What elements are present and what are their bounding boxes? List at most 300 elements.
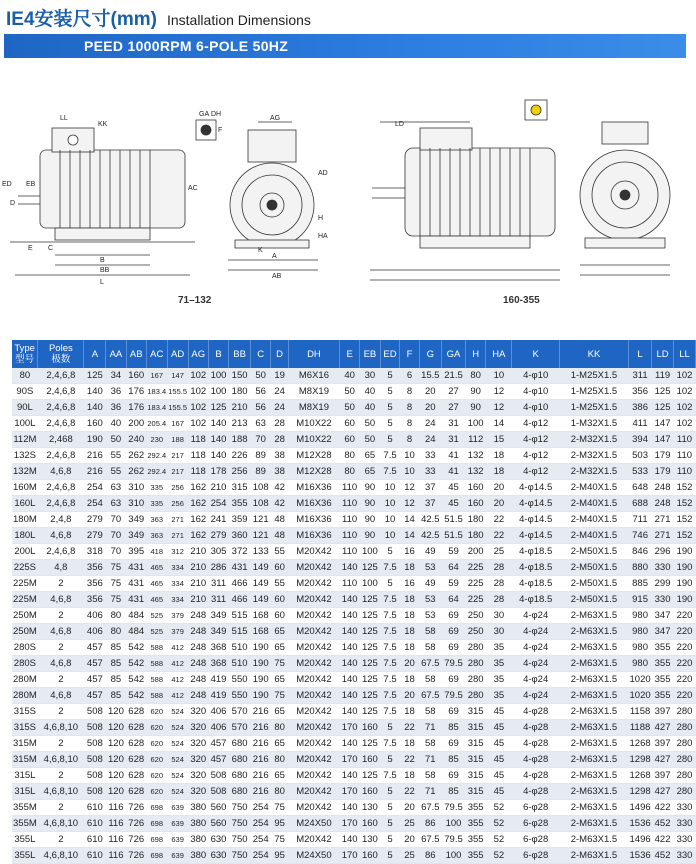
table-cell: 22 xyxy=(400,784,419,800)
table-cell: 330 xyxy=(673,816,695,832)
table-cell: 620 xyxy=(146,768,167,784)
table-cell: 125 xyxy=(652,384,674,400)
table-cell: 6-φ28 xyxy=(512,816,559,832)
table-cell: 8 xyxy=(400,384,419,400)
label-e: E xyxy=(28,245,33,252)
table-cell: 18 xyxy=(400,736,419,752)
table-cell: 38 xyxy=(271,464,289,480)
table-cell: 4-φ24 xyxy=(512,624,559,640)
table-cell: 4-φ14.5 xyxy=(512,512,559,528)
table-cell: 100 xyxy=(208,384,228,400)
table-cell: 315S xyxy=(12,720,38,736)
table-cell: 132 xyxy=(466,448,486,464)
table-cell: 2,4,6,8 xyxy=(38,496,84,512)
table-cell: 397 xyxy=(652,704,674,720)
table-cell: 550 xyxy=(229,672,251,688)
table-cell: 40 xyxy=(360,384,380,400)
table-cell: 2,4,6,8 xyxy=(38,448,84,464)
table-cell: 95 xyxy=(271,848,289,864)
table-cell: 20 xyxy=(486,496,512,512)
table-cell: M20X42 xyxy=(288,752,339,768)
table-cell: M20X42 xyxy=(288,736,339,752)
table-cell: 25 xyxy=(400,848,419,864)
table-cell: 140 xyxy=(84,400,106,416)
column-header: LD xyxy=(652,340,674,368)
table-cell: 279 xyxy=(208,528,228,544)
label-ld: LD xyxy=(395,121,404,128)
table-cell: 330 xyxy=(673,800,695,816)
table-cell: 36 xyxy=(106,384,126,400)
table-row xyxy=(12,624,696,640)
table-cell: 40 xyxy=(360,400,380,416)
label-f: F xyxy=(218,127,223,134)
table-cell: 50 xyxy=(339,384,359,400)
table-cell: 22 xyxy=(400,720,419,736)
table-cell: 7.5 xyxy=(380,688,400,704)
table-cell: 457 xyxy=(208,752,228,768)
motor-end-large xyxy=(580,122,670,275)
table-cell: 80 xyxy=(339,448,359,464)
table-cell: 95 xyxy=(271,816,289,832)
table-cell: 132M xyxy=(12,464,38,480)
table-cell: 210 xyxy=(188,592,208,608)
table-cell: 50 xyxy=(360,432,380,448)
table-cell: 38 xyxy=(271,448,289,464)
motor-side-small xyxy=(10,128,195,275)
table-cell: 125 xyxy=(208,400,228,416)
band-text: PEED 1000RPM 6-POLE 50HZ xyxy=(84,38,289,54)
table-cell: 2-M40X1.5 xyxy=(559,528,628,544)
table-cell: 4-φ28 xyxy=(512,784,559,800)
table-cell: 406 xyxy=(208,720,228,736)
table-cell: 5 xyxy=(380,848,400,864)
table-cell: 120 xyxy=(106,768,126,784)
table-cell: 205.4 xyxy=(146,416,167,432)
table-cell: 33 xyxy=(419,464,441,480)
table-cell: 65 xyxy=(360,448,380,464)
table-cell: 750 xyxy=(229,816,251,832)
table-cell: M20X42 xyxy=(288,832,339,848)
table-cell: M20X42 xyxy=(288,656,339,672)
table-cell: 52 xyxy=(486,816,512,832)
motor-side-large xyxy=(370,122,560,280)
label-bb: BB xyxy=(100,267,110,274)
table-cell: 7.5 xyxy=(380,704,400,720)
table-row xyxy=(12,848,696,864)
table-cell: 85 xyxy=(442,752,466,768)
table-cell: 168 xyxy=(251,608,271,624)
table-cell: 140 xyxy=(339,704,359,720)
table-cell: 100 xyxy=(208,368,228,384)
table-header-row xyxy=(12,340,696,368)
table-cell: 2-M63X1.5 xyxy=(559,672,628,688)
table-cell: 110 xyxy=(339,576,359,592)
table-cell: 10 xyxy=(380,512,400,528)
table-cell: 116 xyxy=(106,848,126,864)
table-cell: 35 xyxy=(486,688,512,704)
table-cell: 69 xyxy=(442,624,466,640)
table-cell: 6-φ28 xyxy=(512,848,559,864)
table-cell: 147 xyxy=(652,432,674,448)
table-cell: 140 xyxy=(339,624,359,640)
table-cell: 452 xyxy=(652,816,674,832)
table-cell: 885 xyxy=(629,576,652,592)
table-cell: 65 xyxy=(271,640,289,656)
table-cell: 160L xyxy=(12,496,38,512)
table-cell: 510 xyxy=(229,656,251,672)
table-cell: 102 xyxy=(188,384,208,400)
table-cell: 4-φ24 xyxy=(512,640,559,656)
table-cell: 7.5 xyxy=(380,656,400,672)
table-cell: 2-M63X1.5 xyxy=(559,640,628,656)
table-cell: 50 xyxy=(339,400,359,416)
table-cell: 1-M25X1.5 xyxy=(559,368,628,384)
table-cell: 42 xyxy=(271,480,289,496)
table-cell: 628 xyxy=(126,736,146,752)
table-cell: 53 xyxy=(419,608,441,624)
table-cell: 63 xyxy=(251,416,271,432)
label-ll: LL xyxy=(60,115,68,122)
table-cell: 508 xyxy=(84,720,106,736)
table-cell: 427 xyxy=(652,752,674,768)
label-ga: GA xyxy=(199,111,210,118)
table-cell: 254 xyxy=(208,496,228,512)
table-cell: 160 xyxy=(360,752,380,768)
table-cell: 620 xyxy=(146,736,167,752)
table-cell: 980 xyxy=(629,640,652,656)
table-cell: 397 xyxy=(652,736,674,752)
column-header: C xyxy=(251,340,271,368)
table-cell: 52 xyxy=(486,832,512,848)
table-row xyxy=(12,400,696,416)
table-cell: 216 xyxy=(84,448,106,464)
table-cell: 59 xyxy=(442,544,466,560)
shaft-key-detail-right xyxy=(525,100,547,120)
table-cell: 310 xyxy=(126,480,146,496)
table-cell: 7.5 xyxy=(380,672,400,688)
table-cell: 2-M63X1.5 xyxy=(559,752,628,768)
table-cell: 42.5 xyxy=(419,528,441,544)
table-cell: 418 xyxy=(146,544,167,560)
table-cell: 746 xyxy=(629,528,652,544)
table-cell: 70 xyxy=(106,528,126,544)
table-cell: 630 xyxy=(208,832,228,848)
table-cell: M24X50 xyxy=(288,848,339,864)
table-cell: 60 xyxy=(271,560,289,576)
table-row xyxy=(12,592,696,608)
table-cell: 75 xyxy=(271,656,289,672)
table-cell: 180M xyxy=(12,512,38,528)
table-cell: 2-M50X1.5 xyxy=(559,592,628,608)
table-cell: 355M xyxy=(12,816,38,832)
table-cell: 75 xyxy=(271,832,289,848)
table-cell: 1536 xyxy=(629,848,652,864)
label-h: H xyxy=(318,215,324,222)
table-cell: 4,6,8 xyxy=(38,656,84,672)
table-cell: 133 xyxy=(251,544,271,560)
table-cell: 167 xyxy=(167,416,188,432)
table-cell: 45 xyxy=(486,752,512,768)
label-eb: EB xyxy=(26,181,36,188)
table-cell: 18 xyxy=(400,624,419,640)
table-cell: 1298 xyxy=(629,784,652,800)
table-cell: 30 xyxy=(486,608,512,624)
table-cell: 310 xyxy=(126,496,146,512)
table-cell: 210 xyxy=(229,400,251,416)
table-row xyxy=(12,560,696,576)
table-cell: 349 xyxy=(208,624,228,640)
table-cell: 80 xyxy=(271,784,289,800)
table-cell: 4,6,8 xyxy=(38,592,84,608)
table-cell: 524 xyxy=(167,704,188,720)
table-cell: 240 xyxy=(126,432,146,448)
table-cell: 4-φ14.5 xyxy=(512,480,559,496)
table-cell: 4,6,8,10 xyxy=(38,784,84,800)
table-cell: 271 xyxy=(652,528,674,544)
table-cell: 16 xyxy=(400,544,419,560)
table-cell: 2-M63X1.5 xyxy=(559,624,628,640)
table-cell: M16X36 xyxy=(288,528,339,544)
table-cell: 542 xyxy=(126,672,146,688)
table-cell: M8X19 xyxy=(288,384,339,400)
table-cell: 320 xyxy=(188,736,208,752)
motor-end-small xyxy=(228,122,318,270)
table-cell: 100L xyxy=(12,416,38,432)
table-cell: 100 xyxy=(466,416,486,432)
table-cell: 550 xyxy=(229,688,251,704)
table-cell: 118 xyxy=(188,464,208,480)
table-cell: 220 xyxy=(673,608,695,624)
table-cell: 406 xyxy=(208,704,228,720)
table-cell: 4,6,8,10 xyxy=(38,752,84,768)
table-cell: 5 xyxy=(380,784,400,800)
table-cell: 320 xyxy=(188,768,208,784)
table-cell: 2,4,6,8 xyxy=(38,544,84,560)
table-cell: 248 xyxy=(188,640,208,656)
table-cell: 80 xyxy=(271,720,289,736)
table-cell: 45 xyxy=(442,496,466,512)
table-cell: 18 xyxy=(400,592,419,608)
table-cell: 457 xyxy=(208,736,228,752)
table-cell: 4-φ12 xyxy=(512,464,559,480)
table-cell: 200L xyxy=(12,544,38,560)
table-cell: 60 xyxy=(339,432,359,448)
table-cell: 67.5 xyxy=(419,688,441,704)
table-cell: 4-φ28 xyxy=(512,768,559,784)
table-cell: M16X36 xyxy=(288,496,339,512)
table-row xyxy=(12,752,696,768)
table-cell: 120 xyxy=(106,784,126,800)
table-cell: 422 xyxy=(652,832,674,848)
table-cell: 132S xyxy=(12,448,38,464)
table-cell: 190 xyxy=(84,432,106,448)
table-cell: 12 xyxy=(400,480,419,496)
table-cell: 79.5 xyxy=(442,688,466,704)
table-cell: 1020 xyxy=(629,672,652,688)
table-cell: 180 xyxy=(466,528,486,544)
table-cell: 40 xyxy=(339,368,359,384)
table-cell: 386 xyxy=(629,400,652,416)
table-cell: 254 xyxy=(251,800,271,816)
table-cell: 4-φ24 xyxy=(512,688,559,704)
table-cell: 2-M63X1.5 xyxy=(559,688,628,704)
table-row xyxy=(12,688,696,704)
table-cell: 63 xyxy=(106,496,126,512)
table-cell: 69 xyxy=(442,640,466,656)
table-cell: 102 xyxy=(188,416,208,432)
table-cell: 217 xyxy=(167,464,188,480)
table-cell: 280 xyxy=(673,768,695,784)
table-cell: 570 xyxy=(229,704,251,720)
table-cell: 125 xyxy=(360,624,380,640)
table-cell: 356 xyxy=(629,384,652,400)
table-cell: 168 xyxy=(251,624,271,640)
table-cell: 18 xyxy=(486,464,512,480)
table-cell: 250M xyxy=(12,624,38,640)
table-cell: 334 xyxy=(167,592,188,608)
table-cell: 280 xyxy=(673,736,695,752)
table-cell: 170 xyxy=(339,816,359,832)
column-header: L xyxy=(629,340,652,368)
table-cell: 37 xyxy=(419,480,441,496)
table-cell: 2-M50X1.5 xyxy=(559,560,628,576)
table-cell: 150 xyxy=(229,368,251,384)
table-cell: 149 xyxy=(251,592,271,608)
table-cell: 55 xyxy=(271,544,289,560)
table-cell: 4,8 xyxy=(38,560,84,576)
table-cell: 58 xyxy=(419,640,441,656)
table-cell: 379 xyxy=(167,608,188,624)
table-cell: 262 xyxy=(126,448,146,464)
table-cell: 296 xyxy=(652,544,674,560)
table-cell: 688 xyxy=(629,496,652,512)
table-cell: 70 xyxy=(251,432,271,448)
table-cell: 356 xyxy=(84,592,106,608)
table-cell: 2-M50X1.5 xyxy=(559,576,628,592)
table-cell: 176 xyxy=(126,400,146,416)
table-cell: 980 xyxy=(629,656,652,672)
table-cell: 286 xyxy=(208,560,228,576)
table-cell: 680 xyxy=(229,768,251,784)
table-cell: 140 xyxy=(339,592,359,608)
table-cell: 427 xyxy=(652,720,674,736)
table-cell: 18 xyxy=(400,704,419,720)
table-cell: M20X42 xyxy=(288,768,339,784)
table-cell: 160 xyxy=(466,480,486,496)
table-cell: 4,6,8 xyxy=(38,464,84,480)
table-cell: 35 xyxy=(486,672,512,688)
table-cell: 25 xyxy=(400,816,419,832)
table-row xyxy=(12,816,696,832)
table-cell: 315L xyxy=(12,784,38,800)
table-cell: 110 xyxy=(339,528,359,544)
table-cell: 41 xyxy=(442,464,466,480)
table-cell: 35 xyxy=(486,640,512,656)
table-cell: 147 xyxy=(652,416,674,432)
table-cell: 588 xyxy=(146,672,167,688)
column-header: A xyxy=(84,340,106,368)
table-cell: 335 xyxy=(146,480,167,496)
table-cell: 31 xyxy=(442,416,466,432)
table-cell: 108 xyxy=(251,480,271,496)
table-cell: 524 xyxy=(167,784,188,800)
table-cell: 24 xyxy=(271,400,289,416)
table-cell: 560 xyxy=(208,800,228,816)
table-cell: 698 xyxy=(146,800,167,816)
table-cell: 130 xyxy=(360,800,380,816)
table-cell: 299 xyxy=(652,576,674,592)
table-cell: 4-φ28 xyxy=(512,720,559,736)
table-cell: 412 xyxy=(167,656,188,672)
table-cell: 280 xyxy=(466,672,486,688)
column-header: H xyxy=(466,340,486,368)
table-cell: 484 xyxy=(126,608,146,624)
table-cell: M16X36 xyxy=(288,480,339,496)
table-cell: 160 xyxy=(126,368,146,384)
table-cell: 51.5 xyxy=(442,528,466,544)
table-cell: 5 xyxy=(380,752,400,768)
table-cell: M20X42 xyxy=(288,672,339,688)
table-cell: 116 xyxy=(106,816,126,832)
table-cell: 356 xyxy=(84,576,106,592)
label-ha: HA xyxy=(318,233,328,240)
table-cell: 24 xyxy=(271,384,289,400)
table-cell: 1268 xyxy=(629,768,652,784)
table-cell: 394 xyxy=(629,432,652,448)
table-cell: 89 xyxy=(251,464,271,480)
table-cell: 248 xyxy=(188,672,208,688)
table-cell: 8 xyxy=(400,432,419,448)
table-cell: 280 xyxy=(673,704,695,720)
table-cell: 610 xyxy=(84,832,106,848)
table-cell: 698 xyxy=(146,832,167,848)
table-cell: 1-M25X1.5 xyxy=(559,384,628,400)
table-cell: 5 xyxy=(380,544,400,560)
column-header: G xyxy=(419,340,441,368)
table-cell: 102 xyxy=(673,384,695,400)
table-cell: 510 xyxy=(229,640,251,656)
table-cell: 395 xyxy=(126,544,146,560)
table-cell: 30 xyxy=(486,624,512,640)
table-cell: 411 xyxy=(629,416,652,432)
table-cell: M20X42 xyxy=(288,608,339,624)
table-cell: 140 xyxy=(84,384,106,400)
table-cell: 4-φ28 xyxy=(512,752,559,768)
table-cell: 180 xyxy=(466,512,486,528)
dimensions-table xyxy=(12,340,696,864)
table-row xyxy=(12,768,696,784)
table-cell: 698 xyxy=(146,848,167,864)
table-cell: 6-φ28 xyxy=(512,832,559,848)
table-cell: 160 xyxy=(360,816,380,832)
table-cell: 315L xyxy=(12,768,38,784)
table-cell: M6X16 xyxy=(288,368,339,384)
label-ad: AD xyxy=(318,170,328,177)
table-cell: 33 xyxy=(419,448,441,464)
table-cell: 2 xyxy=(38,704,84,720)
table-cell: 67.5 xyxy=(419,832,441,848)
table-cell: 315M xyxy=(12,736,38,752)
table-cell: 4-φ12 xyxy=(512,416,559,432)
table-cell: 465 xyxy=(146,576,167,592)
table-cell: 355 xyxy=(466,800,486,816)
table-row xyxy=(12,656,696,672)
table-cell: 355M xyxy=(12,800,38,816)
table-cell: M20X42 xyxy=(288,592,339,608)
table-cell: 225 xyxy=(466,560,486,576)
table-cell: 79.5 xyxy=(442,800,466,816)
table-cell: 55 xyxy=(106,464,126,480)
